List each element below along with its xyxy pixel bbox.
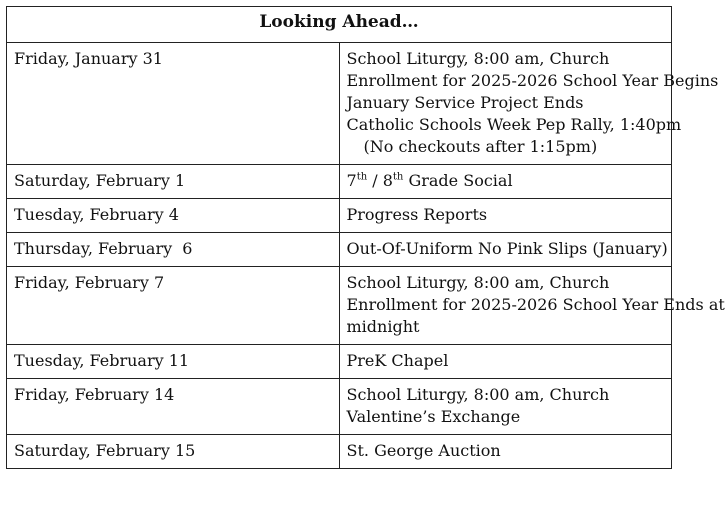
table-row: [7, 345, 672, 379]
events-table: [6, 6, 725, 469]
event-item: Enrollment for 2025-2026 School Year Begins: [346, 71, 719, 90]
event-date: Friday, January 31: [7, 43, 340, 165]
event-text: Grade Social: [403, 171, 513, 190]
event-list: [339, 165, 672, 199]
event-item: Enrollment for 2025-2026 School Year Ends at: [346, 295, 725, 314]
event-item: School Liturgy, 8:00 am, Church: [346, 385, 610, 404]
event-list: [339, 233, 672, 267]
table-row: [7, 199, 672, 233]
table-row: [7, 435, 672, 469]
event-list: [339, 345, 672, 379]
event-note: (No checkouts after 1:15pm): [363, 137, 598, 156]
grade-number: 7: [346, 171, 357, 190]
table-row: [7, 165, 672, 199]
grade-separator: /: [367, 171, 383, 190]
event-date: Tuesday, February 11: [7, 345, 340, 379]
table-row: [7, 43, 672, 165]
event-item: Progress Reports: [346, 205, 488, 224]
event-date: Saturday, February 15: [7, 435, 340, 469]
event-date: Tuesday, February 4: [7, 199, 340, 233]
looking-ahead-calendar: [6, 6, 725, 469]
event-list: [339, 199, 672, 233]
event-date: Friday, February 14: [7, 379, 340, 435]
ordinal-suffix: th: [356, 171, 368, 183]
table-row: [7, 379, 672, 435]
event-item: Valentine’s Exchange: [346, 407, 521, 426]
event-list: [339, 435, 672, 469]
event-date: Saturday, February 1: [7, 165, 340, 199]
event-list: [339, 43, 719, 165]
event-item: School Liturgy, 8:00 am, Church: [346, 49, 610, 68]
event-item: Out-Of-Uniform No Pink Slips (January): [346, 239, 668, 258]
event-date: Friday, February 7: [7, 267, 340, 345]
table-row: [7, 233, 672, 267]
table-row: [7, 267, 672, 345]
event-item: St. George Auction: [346, 441, 501, 460]
event-list: [339, 379, 672, 435]
event-item: Catholic Schools Week Pep Rally, 1:40pm: [346, 115, 682, 134]
event-item: [347, 170, 665, 192]
event-date: Thursday, February 6: [7, 233, 340, 267]
grade-number: 8: [382, 171, 393, 190]
event-item: School Liturgy, 8:00 am, Church: [346, 273, 610, 292]
event-item: midnight: [346, 317, 420, 336]
event-list: [339, 267, 725, 345]
event-item: PreK Chapel: [346, 351, 449, 370]
title-row: [7, 7, 672, 43]
table-title: Looking Ahead…: [7, 7, 672, 43]
ordinal-suffix: th: [392, 171, 404, 183]
event-item: January Service Project Ends: [346, 93, 584, 112]
